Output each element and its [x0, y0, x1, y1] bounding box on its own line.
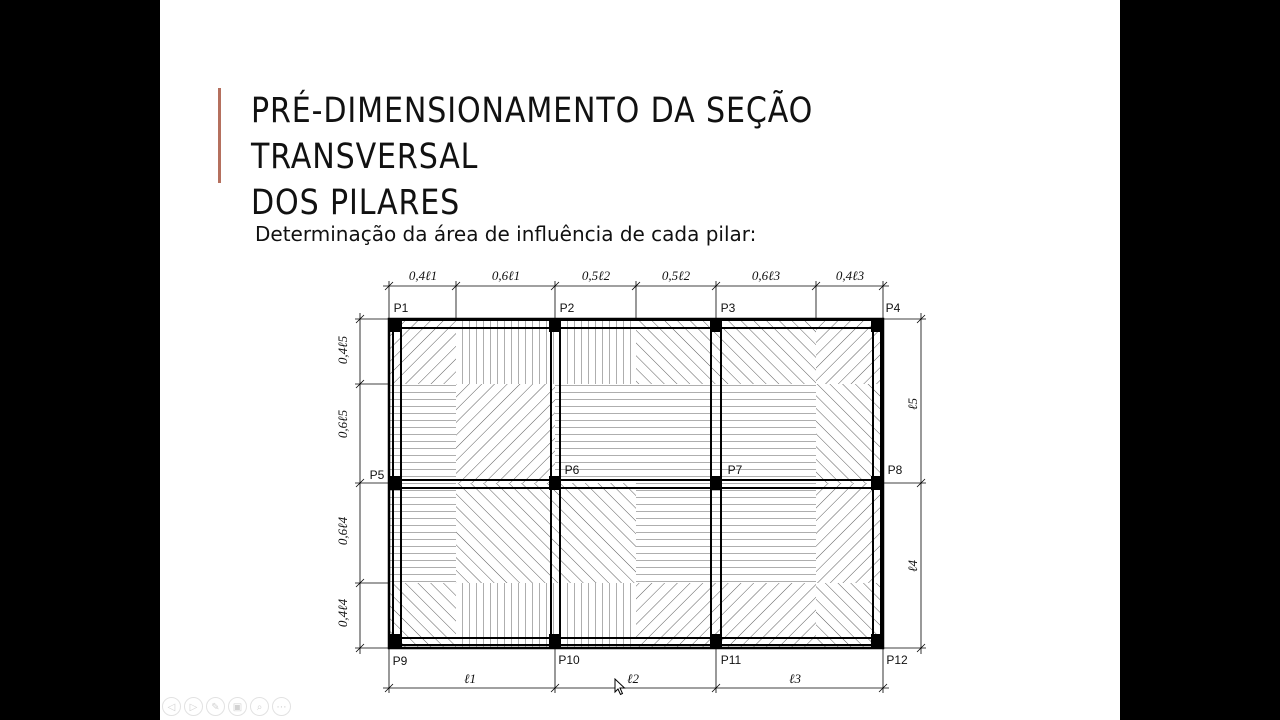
pillar — [549, 634, 561, 648]
influence-zone — [716, 483, 816, 583]
bottom-dimension-label: ℓ2 — [627, 671, 639, 686]
top-dimension-label: 0,6ℓ3 — [751, 268, 781, 283]
pillar — [389, 634, 401, 648]
bottom-dimension-label: ℓ3 — [789, 671, 801, 686]
zoom-icon[interactable]: ⌕ — [250, 697, 269, 716]
right-dimension-label: ℓ4 — [905, 560, 920, 572]
top-dimension-label: 0,4ℓ3 — [835, 268, 865, 283]
bottom-dimension-label: ℓ1 — [464, 671, 476, 686]
influence-zone — [555, 483, 636, 583]
pillar — [549, 318, 561, 332]
pillar-label: P5 — [369, 468, 385, 482]
influence-zone — [389, 384, 456, 483]
pillar — [710, 634, 722, 648]
slides-icon[interactable]: ▣ — [228, 697, 247, 716]
more-icon[interactable]: ⋯ — [272, 697, 291, 716]
influence-zone — [636, 483, 716, 583]
title-accent-bar — [218, 88, 221, 183]
pillar — [710, 476, 722, 490]
pillar — [389, 476, 401, 490]
influence-zone — [389, 483, 456, 583]
top-dimension-label: 0,6ℓ1 — [491, 268, 521, 283]
pen-icon[interactable]: ✎ — [206, 697, 225, 716]
pillar — [871, 476, 883, 490]
pillar — [389, 318, 401, 332]
influence-zone — [456, 384, 555, 483]
top-dimension-label: 0,4ℓ1 — [408, 268, 438, 283]
pillar-label: P11 — [720, 653, 742, 667]
pillar-label: P2 — [559, 301, 575, 315]
left-dimension-label: 0,6ℓ4 — [335, 516, 350, 546]
slide-title-line-2: DOS PILARES — [251, 183, 461, 223]
slide-title-line-1: PRÉ-DIMENSIONAMENTO DA SEÇÃO TRANSVERSAL — [251, 91, 814, 177]
pillar-label: P8 — [887, 463, 903, 477]
left-dimension-label: 0,6ℓ5 — [335, 409, 350, 439]
pillar-label: P3 — [720, 301, 736, 315]
pillar-label: P1 — [393, 301, 409, 315]
pillar-label: P12 — [886, 653, 908, 667]
pillar-label: P7 — [727, 463, 743, 477]
top-dimension-label: 0,5ℓ2 — [581, 268, 611, 283]
top-dimension-label: 0,5ℓ2 — [661, 268, 691, 283]
mouse-cursor-icon — [614, 678, 626, 696]
pillar — [549, 476, 561, 490]
pillar-label: P6 — [564, 463, 580, 477]
next-icon[interactable]: ▷ — [184, 697, 203, 716]
prev-icon[interactable]: ◁ — [162, 697, 181, 716]
pillar-label: P10 — [558, 653, 580, 667]
influence-zone — [456, 483, 555, 583]
influence-area-diagram — [320, 260, 940, 700]
left-dimension-label: 0,4ℓ4 — [335, 598, 350, 628]
pillar — [871, 634, 883, 648]
pillar — [710, 318, 722, 332]
slide-title — [251, 88, 956, 226]
right-dimension-label: ℓ5 — [905, 398, 920, 410]
pillar-label: P9 — [392, 654, 408, 668]
pillar — [871, 318, 883, 332]
slideshow-nav — [162, 697, 291, 717]
pillar-label: P4 — [885, 301, 901, 315]
influence-zone — [636, 384, 716, 483]
slide-subtitle: Determinação da área de influência de cada pilar: — [255, 222, 757, 246]
left-dimension-label: 0,4ℓ5 — [335, 335, 350, 365]
